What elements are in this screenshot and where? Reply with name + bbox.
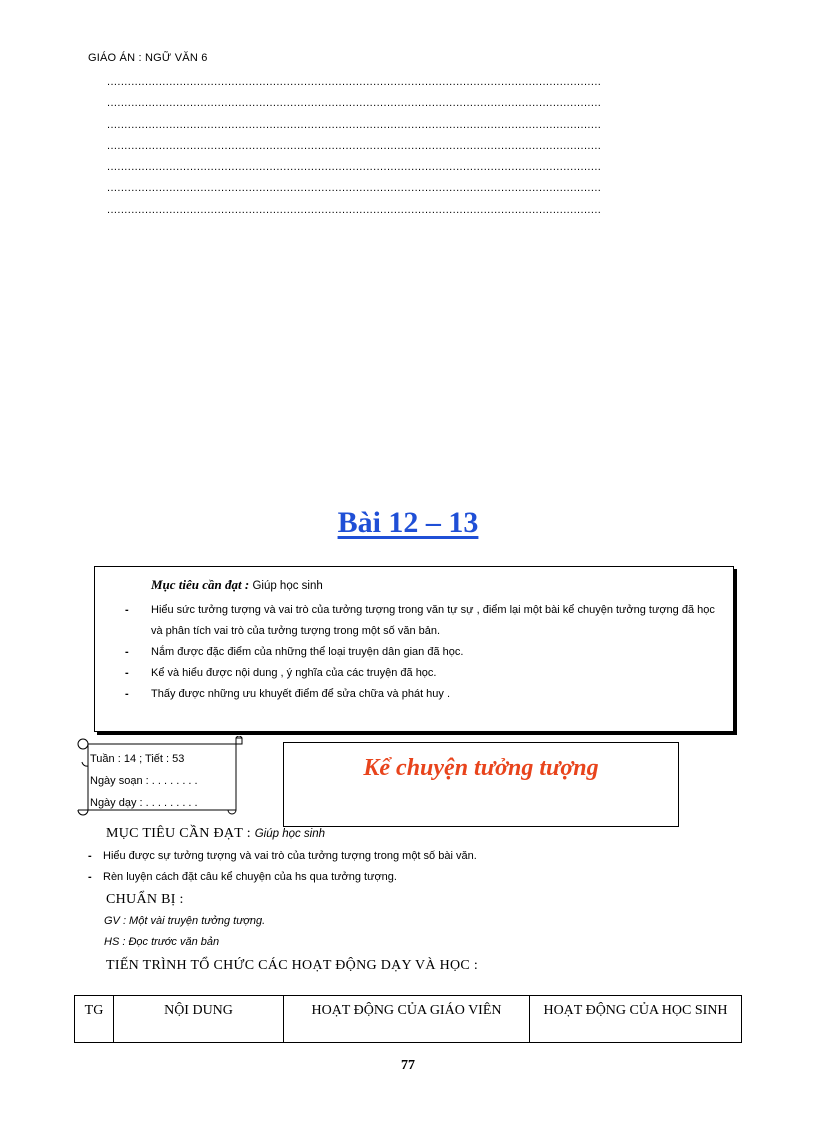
- dotted-line: ...............................................................................................................................................: [107, 182, 602, 195]
- table-header-cell: HOẠT ĐỘNG CỦA GIÁO VIÊN: [284, 996, 530, 1043]
- objectives-box-heading: [151, 577, 323, 593]
- table-header-cell: TG: [75, 996, 114, 1043]
- bullet-dash: -: [88, 871, 92, 883]
- preparation-student: HS : Đọc trước văn bản: [104, 936, 220, 948]
- dotted-line: ...............................................................................................................................................: [107, 139, 602, 152]
- objective-item: [88, 871, 397, 883]
- lesson-title: Bài 12 – 13: [337, 506, 479, 539]
- objective-item-text: Hiểu được sự tưởng tượng và vai trò của tưởng tượng trong một số bài văn.: [103, 850, 477, 862]
- objectives-box-list: [125, 600, 725, 705]
- objective-item: [88, 850, 477, 862]
- activities-table: [74, 995, 742, 1043]
- document-header: GIÁO ÁN : NGỮ VĂN 6: [88, 52, 208, 64]
- dotted-answer-lines: [107, 76, 710, 225]
- objectives-box-subtitle: Giúp học sinh: [252, 580, 323, 592]
- scroll-info-box: [76, 736, 248, 818]
- dotted-line: ...............................................................................................................................................: [107, 76, 602, 88]
- teach-date: Ngày dạy : . . . . . . . . .: [90, 797, 198, 809]
- page-number: 77: [401, 1058, 415, 1073]
- prep-date: Ngày soạn : . . . . . . . .: [90, 775, 198, 787]
- list-item: - Hiểu sức tưởng tượng và vai trò của tưởng tượng trong văn tự sự , điểm lại một bài kể chuyện tưởng tượng đã học và phân tích vai trò của tưởng tượng trong một số văn bản.: [125, 600, 725, 642]
- bullet-dash: -: [88, 850, 92, 862]
- scroll-info-text: [90, 748, 198, 814]
- table-header-row: [75, 996, 742, 1043]
- objectives-heading: [106, 826, 325, 842]
- story-title-box: [283, 742, 679, 827]
- list-item: - Kể và hiểu được nội dung , ý nghĩa của các truyện đã học.: [125, 663, 725, 684]
- list-item: - Nắm được đặc điểm của những thể loại truyện dân gian đã học.: [125, 642, 725, 663]
- objectives-box: [94, 566, 734, 732]
- dotted-line: ...............................................................................................................................................: [107, 97, 602, 110]
- dotted-line: ...............................................................................................................................................: [107, 203, 602, 216]
- objectives-heading-text: MỤC TIÊU CẦN ĐẠT :: [106, 826, 251, 841]
- week-period: Tuần : 14 ; Tiết : 53: [90, 753, 185, 765]
- objectives-box-title: Mục tiêu cần đạt :: [151, 577, 250, 592]
- objective-item-text: Rèn luyện cách đặt câu kể chuyện của hs qua tưởng tượng.: [103, 871, 397, 883]
- process-heading: TIẾN TRÌNH TỔ CHỨC CÁC HOẠT ĐỘNG DẠY VÀ HỌC :: [106, 958, 479, 973]
- table-header-cell: HOẠT ĐỘNG CỦA HỌC SINH: [530, 996, 742, 1043]
- story-title: Kể chuyện tưởng tượng: [363, 755, 599, 781]
- dotted-line: ...............................................................................................................................................: [107, 118, 602, 131]
- preparation-heading: CHUẨN BỊ :: [106, 892, 184, 907]
- objectives-subtitle: Giúp học sinh: [254, 828, 326, 840]
- dotted-line: ...............................................................................................................................................: [107, 161, 602, 174]
- list-item: - Thấy được những ưu khuyết điểm để sửa chữa và phát huy .: [125, 684, 725, 705]
- preparation-teacher: GV : Một vài truyện tưởng tượng.: [104, 915, 266, 927]
- table-header-cell: NỘI DUNG: [114, 996, 284, 1043]
